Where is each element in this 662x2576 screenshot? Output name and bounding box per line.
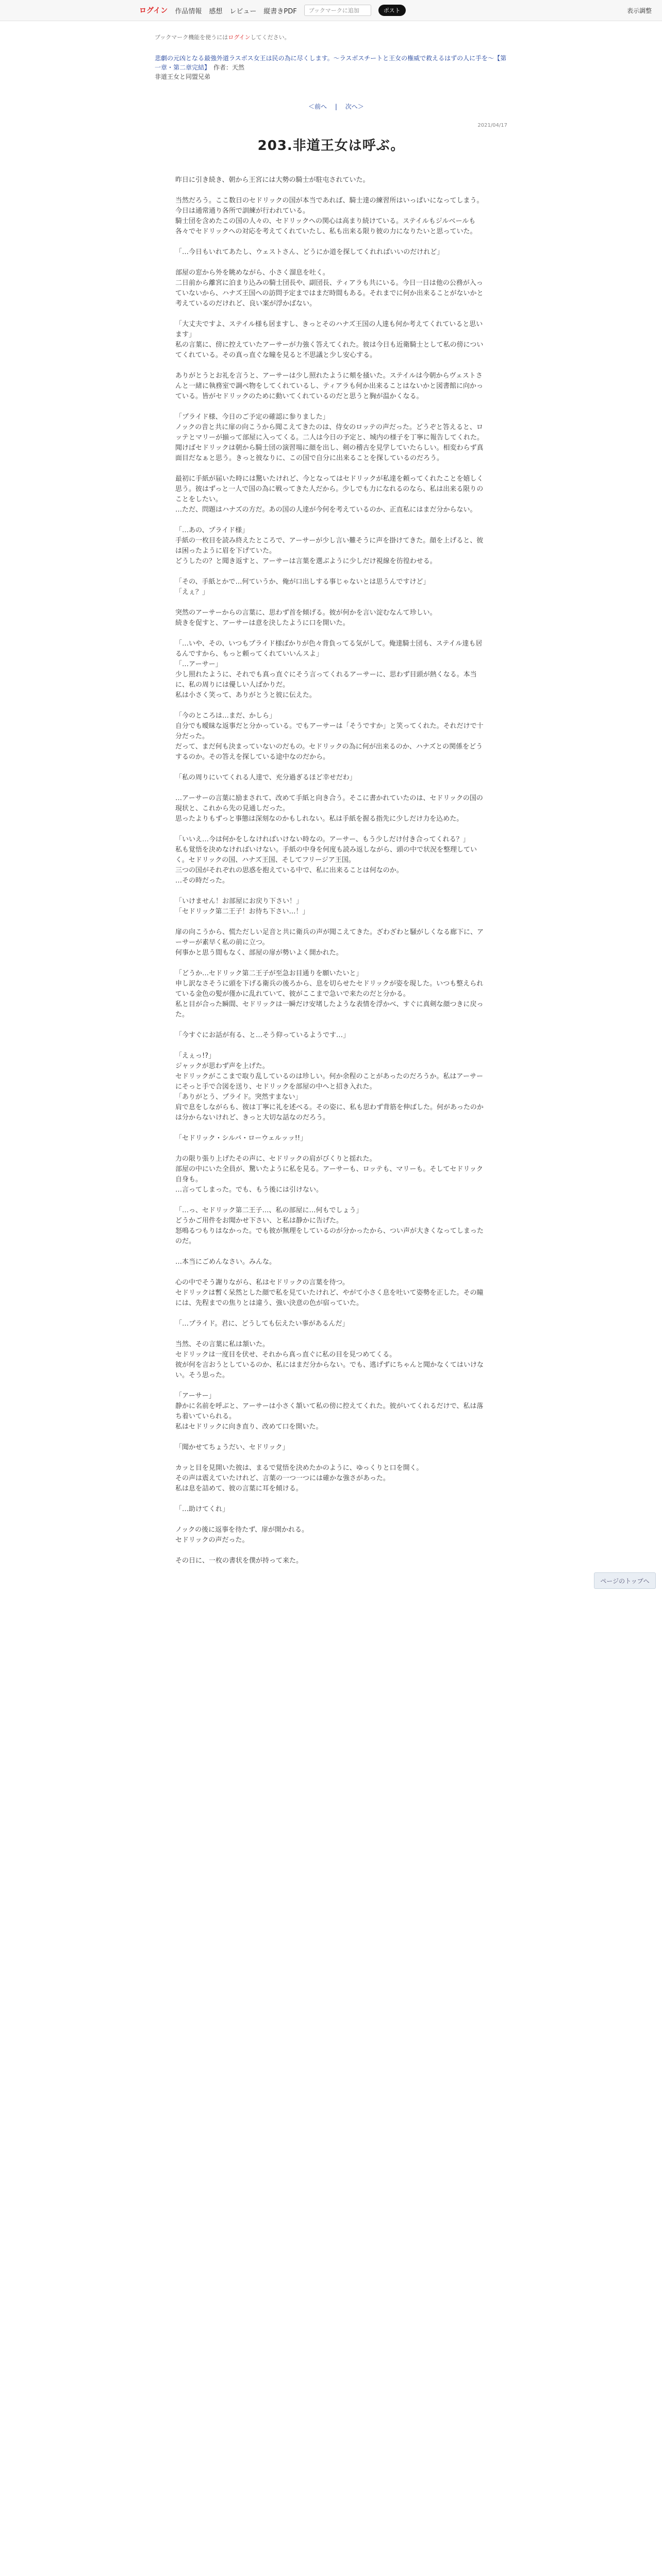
bookmark-notice [155,33,290,41]
body-paragraph: 「…プライド。君に、どうしても伝えたい事があるんだ」 [175,1320,349,1328]
body-paragraph: 「どうか…セドリック第二王子が至急お目通りを願いたいと」 申し訳なさそうに頭を下げる衛兵の後ろから、息を切らせたセドリックが姿を現した。いつも整えられている金色の髪が僅かに乱れていて、彼がここまで急いで来たのだと分かる。 私と目が合った瞬間、セドリックは一瞬だけ安堵したような表情を浮かべ、すぐに真剣な顔つきに戻った。 [175,970,484,1019]
body-paragraph: 最初に手紙が届いた時には驚いたけれど、今となってはセドリックが私達を頼ってくれたことを嬉しく思う。彼はずっと一人で国の為に戦ってきた人だから。少しでも力になれるのなら、私は出来る限りのことをしたい。 …ただ、問題はハナズの方だ。あの国の人達が今何を考えているのか、正直私にはまだ分からない。 [175,475,484,514]
notice-after: してください。 [250,34,290,41]
login-link[interactable]: ログイン [139,7,168,15]
body-paragraph: …本当にごめんなさい。みんな。 [175,1258,276,1266]
body-paragraph: 「いけません！お部屋にお戻り下さい！」 「セドリック第二王子！お待ち下さい…！」 [175,897,309,916]
body-paragraph: 「アーサー」 静かに名前を呼ぶと、アーサーは小さく頷いて私の傍に控えてくれた。彼がいてくれるだけで、私は落ち着いていられる。 私はセドリックに向き直り、改めて口を開いた。 [175,1392,484,1431]
body-paragraph: 「…いや、その、いつもプライド様ばかりが色々背負ってる気がして。俺達騎士団も、ステイル達も居るんですから、もっと頼ってくれていいんスよ」 「…アーサー」 少し照れたように、それでも真っ直ぐにそう言ってくれるアーサーに、思わず目頭が熱くなる。本当に、私の周りには優しい人ばかりだ。 私は小さく笑って、ありがとうと彼に伝えた。 [175,640,483,699]
bookmark-button[interactable]: ブックマークに追加 [304,5,371,16]
nav-review[interactable]: レビュー [229,7,257,15]
body-paragraph: ありがとうとお礼を言うと、アーサーは少し照れたように頬を掻いた。ステイルは今朝からヴェストさんと一緒に執務室で調べ物をしてくれているし、ティアラも何か出来ることはないかと図書館に向かっている。皆がセドリックのために動いてくれているのだと思うと胸が温かくなる。 [175,372,483,400]
nav-vertical-pdf[interactable]: 縦書きPDF [263,7,297,15]
publish-date: 2021/04/17 [477,123,507,128]
page-top-button[interactable]: ページのトップへ [594,1572,656,1589]
notice-login-link[interactable]: ログイン [228,34,251,41]
prev-link[interactable]: ＜前へ [308,103,327,110]
nav-work-info[interactable]: 作品情報 [175,7,202,15]
author-name[interactable]: 作者：天然 [213,64,245,71]
body-paragraph: 「今のところは…まだ、かしら」 自分でも曖昧な返事だと分かっている。でもアーサーは「そうですか」と笑ってくれた。それだけで十分だった。 だって、まだ何も決まっていないのだもの。セドリックの為に何が出来るのか、ハナズとの関係をどうするのか。その答えを探している途中なのだから。 [175,712,484,761]
next-link[interactable]: 次へ＞ [345,103,364,110]
body-paragraph: 力の限り張り上げたその声に、セドリックの肩がびくりと揺れた。 部屋の中にいた全員が、驚いたように私を見る。アーサーも、ロッテも、マリーも。そしてセドリック自身も。 …言ってしまった。でも、もう後には引けない。 [175,1155,483,1194]
body-paragraph: 心の中でそう謝りながら、私はセドリックの言葉を待つ。 セドリックは暫く呆然とした顔で私を見ていたけれど、やがて小さく息を吐いて姿勢を正した。その瞳には、先程までの焦りとは違う、強い決意の色が宿っていた。 [175,1279,484,1307]
body-paragraph: 「…今日もいれてあたし、ウェストさん、どうにか道を探してくれればいいのだけれど」 [175,248,444,256]
chapter-title: 203.非道王女は呼ぶ。 [257,138,405,154]
body-paragraph: 扉の向こうから、慌ただしい足音と共に衛兵の声が聞こえてきた。ざわざわと騒がしくなる廊下に、アーサーが素早く私の前に立つ。 何事かと思う間もなく、部屋の扉が勢いよく開かれた。 [175,928,484,957]
body-paragraph: 当然、その言葉に私は頷いた。 セドリックは一度目を伏せ、それから真っ直ぐに私の目を見つめてくる。 彼が何を言おうとしているのか、私にはまだ分からない。でも、逃げずにちゃんと聞かなくてはいけない。そう思った。 [175,1341,484,1379]
body-paragraph: 昨日に引き続き、朝から王宮には大勢の騎士が駐屯されていた。 [175,176,370,184]
body-paragraph: その日に、一枚の書状を僕が持って来た。 [175,1557,303,1565]
body-paragraph: 「セドリック・シルバ・ローウェルッッ!!」 [175,1134,307,1142]
novel-meta [155,54,510,81]
body-paragraph: 当然だろう。ここ数日のセドリックの国が本当であれば、騎士達の練習所はいっぱいになってしまう。今日は通常通り各所で訓練が行われている。 騎士団を含めたこの国の人々の、セドリックへの関心は高まり続けている。ステイルもジルベールも各々でセドリックへの対応を考えてくれていたし、私も出来る限り彼の力になりたいと思っていた。 [175,197,484,235]
body-paragraph: 「…っ、セドリック第二王子…、私の部屋に…何もでしょう」 どうかご用件をお聞かせ下さい、と私は静かに告げた。 怒鳴るつもりはなかった。でも彼が無理をしているのが分かったから、つい声が大きくなってしまったのだ。 [175,1207,484,1245]
top-bar [0,0,662,21]
x-post-button[interactable]: ポスト [378,5,406,16]
body-paragraph: 「その、手紙とかで…何ていうか、俺が口出しする事じゃないとは思うんですけど」 「えぇ？」 [175,578,430,596]
top-pager [308,102,364,111]
body-paragraph: 「えぇっ!?」 ジャックが思わず声を上げた。 セドリックがここまで取り乱しているのは珍しい。何か余程のことがあったのだろうか。私はアーサーにそっと手で合図を送り、セドリックを部屋の中へと招き入れた。 「ありがとう、プライド。突然すまない」 肩で息をしながらも、彼は丁寧に礼を述べる。その姿に、私も思わず背筋を伸ばした。何があったのかは分からないけれど、きっと大切な話なのだろう。 [175,1052,484,1122]
body-paragraph: 「…あの、プライド様」 手紙の一枚目を読み終えたところで、アーサーが少し言い難そうに声を掛けてきた。顔を上げると、彼は困ったように眉を下げていた。 どうしたの？と聞き返すと、アーサーは言葉を選ぶように少しだけ視線を彷徨わせる。 [175,527,484,565]
body-paragraph: 部屋の窓から外を眺めながら、小さく溜息を吐く。 二日前から離宮に泊まり込みの騎士団長や、副団長、ティアラも共にいる。今日一日は他の公務が入っていないから、ハナズ王国への訪問予定まではまだ時間もある。それまでに何か出来ることがないかと考えているのだけれど、良い案が浮かばない。 [175,269,484,308]
body-paragraph: …アーサーの言葉に励まされて、改めて手紙と向き合う。そこに書かれていたのは、セドリックの国の現状と、これから先の見通しだった。 思ったよりもずっと事態は深刻なのかもしれない。私は手紙を握る指先に少しだけ力を込めた。 [175,794,483,823]
body-paragraph: 「いいえ…今は何かをしなければいけない時なの。アーサー、もう少しだけ付き合ってくれる？」 私も覚悟を決めなければいけない。手紙の中身を何度も読み返しながら、頭の中で状況を整理していく。セドリックの国、ハナズ王国、そしてフリージア王国。 三つの国がそれぞれの思惑を抱えている中で、私に出来ることは何なのか。 …その時だった。 [175,836,477,885]
body-paragraph: 「大丈夫ですよ、ステイル様も居ますし、きっとそのハナズ王国の人達も何か考えてくれていると思います」 私の言葉に、傍に控えていたアーサーが力強く答えてくれた。彼は今日も近衛騎士として私の傍についてくれている。その真っ直ぐな瞳を見ると不思議と少し安心する。 [175,320,484,359]
nav-comments[interactable]: 感想 [209,7,223,15]
top-bar-nav [139,0,406,21]
novel-body [175,175,487,1577]
body-paragraph: カッと目を見開いた彼は、まるで覚悟を決めたかのように、ゆっくりと口を開く。 その声は震えていたけれど、言葉の一つ一つには確かな強さがあった。 私は息を詰めて、彼の言葉に耳を傾ける。 [175,1464,423,1493]
display-settings-link[interactable]: 表示調整 [626,7,652,14]
body-paragraph: 「聞かせてちょうだい、セドリック」 [175,1444,289,1451]
body-paragraph: 「プライド様、今日のご予定の確認に参りました」 ノックの音と共に扉の向こうから聞こえてきたのは、侍女のロッテの声だった。どうぞと答えると、ロッテとマリーが揃って部屋に入ってくる。二人は今日の予定と、城内の様子を丁寧に報告してくれた。 聞けばセドリックは朝から騎士団の演習場に顔を出し、剣の稽古を見学していたらしい。相変わらず真面目だなぁと思う。きっと彼なりに、この国で自分に出来ることを探しているのだろう。 [175,413,484,462]
body-paragraph: 「…助けてくれ」 [175,1505,229,1513]
pager-separator: | [328,103,343,110]
body-paragraph: 「私の周りにいてくれる人達で、充分過ぎるほど幸せだわ」 [175,774,356,782]
body-paragraph: 突然のアーサーからの言葉に、思わず首を傾げる。彼が何かを言い淀むなんて珍しい。 続きを促すと、アーサーは意を決したように口を開いた。 [175,609,437,627]
notice-before: ブックマーク機能を使うには [155,34,228,41]
chapter-group-title: 非道王女と同盟兄弟 [155,73,211,80]
body-paragraph: ノックの後に返事を待たず、扉が開かれる。 セドリックの声だった。 [175,1526,309,1544]
body-paragraph: 「今すぐにお話が有る、と…そう仰っているようです…」 [175,1031,350,1039]
series-title-link[interactable]: 悲劇の元凶となる最強外道ラスボス女王は民の為に尽くします。〜ラスボスチートと王女の権威で救えるはずの人に手を〜【第一章・第二章完結】 [155,55,507,71]
